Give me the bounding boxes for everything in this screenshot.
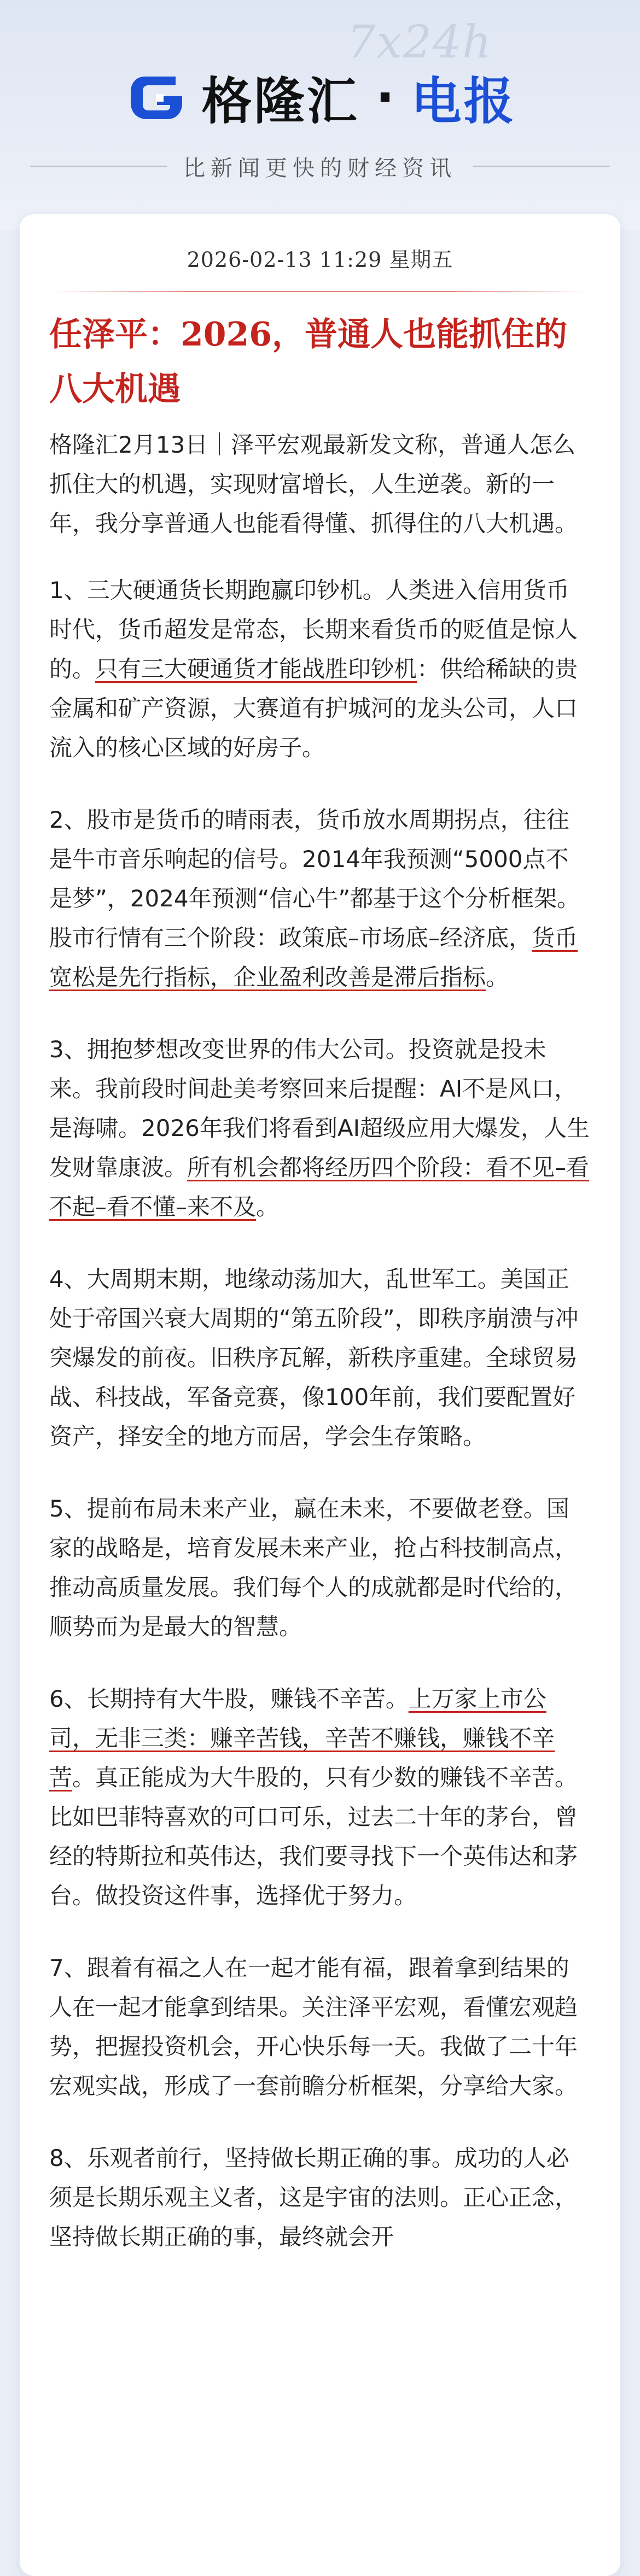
datetime-divider [53,291,587,292]
point-7 [49,1948,591,2106]
brand-logo [0,59,640,136]
brand-sub: 电报 [411,72,516,131]
point-text: 2、股市是货币的晴雨表，货币放水周期拐点，往往是牛市音乐响起的信号。2014年我预测“5000点不是梦”，2024年预测“信心牛”都基于这个分析框架。股市行情有三个阶段：政策底–市场底–经济底， [49,806,580,951]
point-3 [49,1030,591,1227]
point-6 [49,1679,591,1916]
point-text: 4、大周期末期，地缘动荡加大，乱世军工。美国正处于帝国兴衰大周期的“第五阶段”，即秩序崩溃与冲突爆发的前夜。旧秩序瓦解，新秩序重建。全球贸易战、科技战，军备竞赛，像100年前，我们要配置好资产，择安全的地方而居，学会生存策略。 [49,1266,579,1450]
point-text: 7、跟着有福之人在一起才能有福，跟着拿到结果的人在一起才能拿到结果。关注泽平宏观，看懂宏观趋势，把握投资机会，开心快乐每一天。我做了二十年宏观实战，形成了一套前瞻分析框架，分享给大家。 [49,1954,578,2099]
slogan-line-left [30,166,167,167]
point-1 [49,571,591,768]
point-text: 1、三大硬通货长期跑赢印钞机。人类进入信用货币时代，货币超发是常态，长期来看货币的贬值是惊人的。 [49,577,578,682]
article-datetime: 2026-02-13 11:29 星期五 [187,248,453,272]
gelonghui-logo-icon [124,69,189,126]
point-text: 。 [256,1193,280,1220]
point-highlight: 货币宽松是先行指标，企业盈利改善是滞后指标 [49,924,578,991]
point-text: 8、乐观者前行，坚持做长期正确的事。成功的人必须是长期乐观主义者，这是宇宙的法则。正心正念，坚持做长期正确的事，最终就会开 [49,2145,578,2250]
point-8 [49,2139,591,2257]
header-banner [0,0,640,230]
point-text: 。真正能成为大牛股的，只有少数的赚钱不辛苦。比如巴菲特喜欢的可口可乐，过去二十年的茅台，曾经的特斯拉和英伟达，我们要寻找下一个英伟达和茅台。做投资这件事，选择优于努力。 [49,1764,578,1909]
article-title: 任泽平：2026，普通人也能抓住的八大机遇 [49,315,567,408]
point-text: 6、长期持有大牛股，赚钱不辛苦。 [49,1685,409,1712]
article-card [20,214,620,2576]
point-2 [49,800,591,997]
slogan-row [0,145,640,187]
article-body [49,425,591,2290]
point-highlight: 上万家上市公司，无非三类：赚辛苦钱，辛苦不赚钱，赚钱不辛苦 [49,1685,555,1791]
article-intro: 格隆汇2月13日｜泽平宏观最新发文称，普通人怎么抓住大的机遇，实现财富增长，人生逆袭。新的一年，我分享普通人也能看得懂、抓得住的八大机遇。 [49,431,578,537]
brand-name: 格隆汇 [201,72,359,131]
point-text: 3、拥抱梦想改变世界的伟大公司。投资就是投未来。我前段时间赴美考察回来后提醒：AI不是风口，是海啸。2026年我们将看到AI超级应用大爆发，人生发财靠康波。 [49,1036,590,1181]
point-5 [49,1489,591,1647]
point-highlight: 只有三大硬通货才能战胜印钞机 [95,655,417,682]
slogan: 比新闻更快的财经资讯 [183,155,457,181]
brand-separator: · [375,68,395,127]
point-highlight: 所有机会都将经历四个阶段：看不见–看不起–看不懂–来不及 [49,1154,590,1220]
point-text: 5、提前布局未来产业，赢在未来，不要做老登。国家的战略是，培育发展未来产业，抢占科技制高点，推动高质量发展。我们每个人的成就都是时代给的，顺势而为是最大的智慧。 [49,1495,578,1640]
point-4 [49,1260,591,1456]
watermark-7x24h: 7x24h [347,16,492,68]
slogan-line-right [473,166,610,167]
point-text: 。 [486,964,509,991]
point-text: ：供给稀缺的贵金属和矿产资源，大赛道有护城河的龙头公司，人口流入的核心区域的好房子。 [49,655,578,761]
